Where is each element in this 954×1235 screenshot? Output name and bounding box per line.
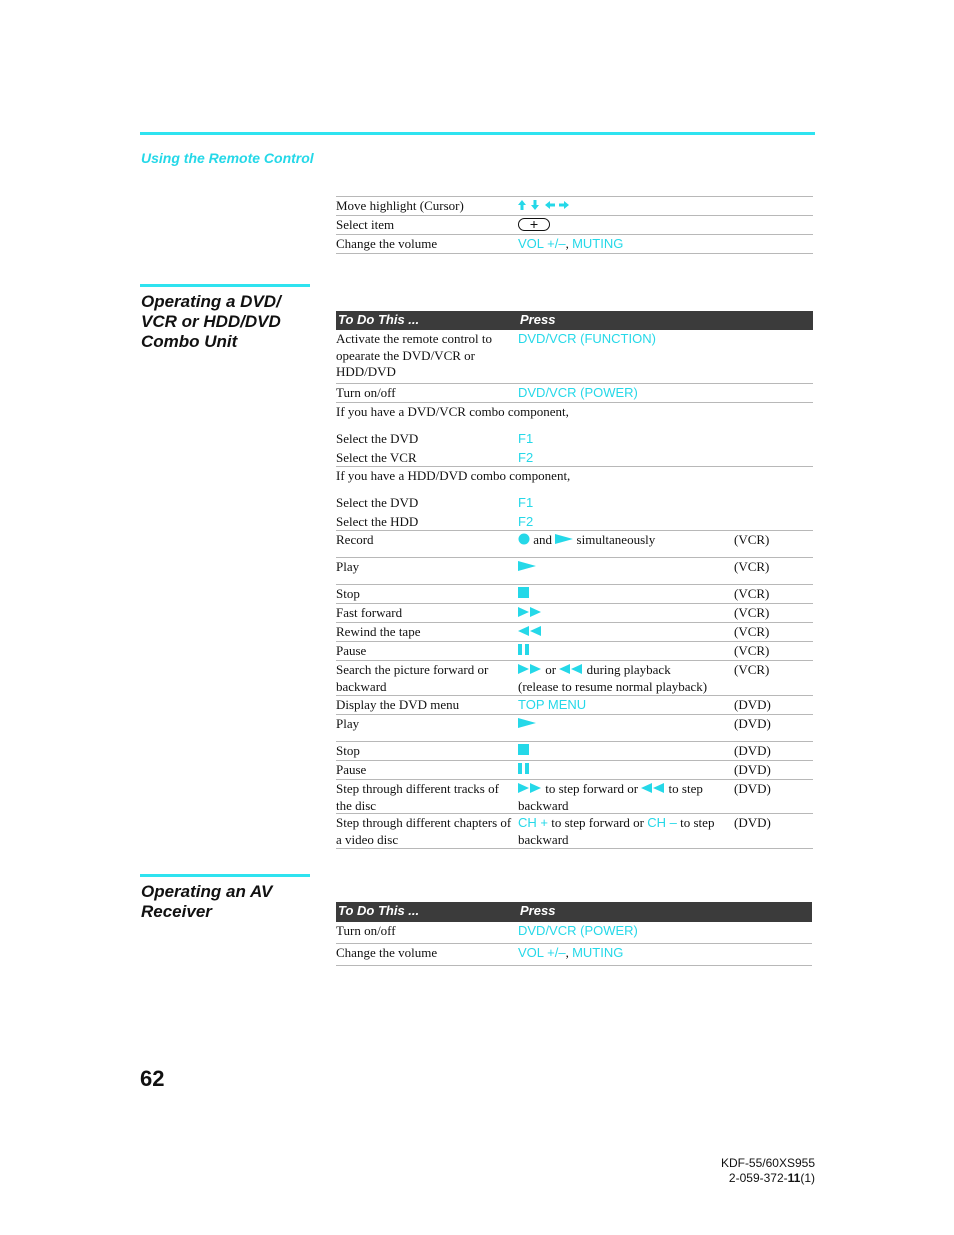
action-cell: Select the VCR xyxy=(336,450,417,465)
action-cell: Select the HDD xyxy=(336,514,419,529)
note-row xyxy=(336,403,813,430)
press-cell xyxy=(518,781,728,814)
fast-forward-icon xyxy=(518,607,542,617)
fast-forward-icon xyxy=(518,664,542,674)
table-row xyxy=(336,384,813,403)
release-note: (release to resume normal playback) xyxy=(518,678,708,694)
table-row xyxy=(336,585,813,604)
record-icon xyxy=(518,533,530,545)
action-cell: Activate the remote control to opearate the DVD/VCR or HDD/DVD xyxy=(336,331,492,379)
muting-label: MUTING xyxy=(572,945,624,960)
rewind-icon xyxy=(518,626,542,636)
action-cell: Turn on/off xyxy=(336,923,396,938)
ch-minus-label: CH – xyxy=(647,815,677,830)
mode-cell: (VCR) xyxy=(734,532,770,547)
part-code-revision: 11 xyxy=(787,1171,801,1185)
step-forward-text: to step forward or xyxy=(551,815,645,830)
press-cell xyxy=(518,586,730,603)
press-cell xyxy=(518,624,730,641)
press-cell xyxy=(518,815,730,848)
play-icon xyxy=(518,561,536,571)
action-cell: Stop xyxy=(336,743,360,758)
table-row xyxy=(336,430,813,449)
separator: , xyxy=(565,236,573,251)
press-cell xyxy=(518,643,730,660)
press-cell xyxy=(518,762,730,779)
table-row xyxy=(336,742,813,761)
step-backward-text: to step backward xyxy=(518,815,715,847)
cursor-arrows-icon xyxy=(518,199,570,211)
stop-icon xyxy=(518,744,529,755)
separator: , xyxy=(565,945,573,960)
table-row xyxy=(336,216,813,235)
or-text: or xyxy=(545,662,557,677)
action-cell: Turn on/off xyxy=(336,385,396,400)
select-button xyxy=(518,218,730,236)
and-text: and xyxy=(533,532,553,547)
rewind-icon xyxy=(641,783,665,793)
action-cell: Select item xyxy=(336,217,395,232)
table-header xyxy=(336,311,813,330)
table-row xyxy=(336,531,813,558)
press-cell xyxy=(518,559,730,576)
action-cell: Step through different chapters of a video disc xyxy=(336,815,512,847)
press-cell xyxy=(518,945,730,962)
table-row xyxy=(336,761,813,780)
section-title-dvd: Operating a DVD/ VCR or HDD/DVD Combo Unit xyxy=(141,292,281,351)
header-col-todo: To Do This ... xyxy=(338,903,420,918)
section-header: Using the Remote Control xyxy=(141,150,314,166)
part-code-suffix: (1) xyxy=(800,1171,815,1185)
section-rule xyxy=(140,284,310,287)
section-rule xyxy=(140,874,310,877)
table-row xyxy=(336,558,813,585)
action-cell: Select the DVD xyxy=(336,431,419,446)
mode-cell: (VCR) xyxy=(734,624,770,639)
action-cell: Pause xyxy=(336,643,367,658)
mode-cell: (DVD) xyxy=(734,716,771,731)
part-code xyxy=(721,1171,815,1186)
step-backward-text: to step backward xyxy=(518,781,703,813)
footer xyxy=(721,1156,815,1186)
vol-label: VOL +/– xyxy=(518,945,566,960)
press-cell xyxy=(518,716,730,733)
header-rule xyxy=(140,132,815,135)
press-cell xyxy=(518,605,730,622)
table-row xyxy=(336,330,813,384)
cursor-arrows xyxy=(518,199,730,216)
header-col-press: Press xyxy=(520,312,556,327)
mode-cell: (VCR) xyxy=(734,643,770,658)
table-row xyxy=(336,235,813,254)
action-cell: Display the DVD menu xyxy=(336,697,460,712)
action-cell: Stop xyxy=(336,586,360,601)
table-row xyxy=(336,922,812,944)
during-text: during playback xyxy=(586,662,671,677)
mode-cell: (DVD) xyxy=(734,697,771,712)
note-text: If you have a DVD/VCR combo component, xyxy=(336,404,569,419)
select-button-icon xyxy=(518,218,550,231)
model-number: KDF-55/60XS955 xyxy=(720,1156,815,1170)
muting-label: MUTING xyxy=(572,236,624,251)
page-number: 62 xyxy=(140,1066,165,1091)
table-row xyxy=(336,196,813,216)
stop-icon xyxy=(518,587,529,598)
action-cell: Pause xyxy=(336,762,367,777)
action-cell: Change the volume xyxy=(336,945,438,960)
mode-cell: (VCR) xyxy=(734,605,770,620)
dvd-table xyxy=(336,311,813,849)
action-cell: Rewind the tape xyxy=(336,624,421,639)
mode-cell: (VCR) xyxy=(734,662,770,677)
mode-cell: (VCR) xyxy=(734,586,770,601)
press-cell: F1 xyxy=(518,431,534,446)
press-cell xyxy=(518,532,730,549)
menu-table xyxy=(336,196,813,254)
av-table xyxy=(336,902,812,966)
note-row xyxy=(336,467,813,494)
mode-cell: (DVD) xyxy=(734,743,771,758)
press-cell: F2 xyxy=(518,514,534,529)
table-row xyxy=(336,780,813,814)
action-cell: Play xyxy=(336,559,360,574)
action-cell: Play xyxy=(336,716,360,731)
mode-cell: (VCR) xyxy=(734,559,770,574)
simul-text: simultaneously xyxy=(576,532,656,547)
press-cell: DVD/VCR (POWER) xyxy=(518,923,638,938)
part-code-prefix: 2-059-372- xyxy=(728,1171,788,1185)
table-row xyxy=(336,513,813,531)
press-cell xyxy=(518,743,730,760)
ch-plus-label: CH + xyxy=(518,815,548,830)
pause-icon xyxy=(518,644,529,655)
note-text: If you have a HDD/DVD combo component, xyxy=(336,468,571,483)
action-cell: Search the picture forward or backward xyxy=(336,662,489,694)
action-cell: Move highlight (Cursor) xyxy=(336,198,464,213)
table-row xyxy=(336,449,813,467)
action-cell: Change the volume xyxy=(336,236,438,251)
table-row xyxy=(336,604,813,623)
action-cell: Step through different tracks of the disc xyxy=(336,781,499,813)
pause-icon xyxy=(518,763,529,774)
table-row xyxy=(336,494,813,513)
table-row xyxy=(336,814,813,849)
step-forward-text: to step forward or xyxy=(545,781,639,796)
action-cell: Select the DVD xyxy=(336,495,419,510)
table-row xyxy=(336,944,812,966)
press-cell xyxy=(518,662,732,695)
action-cell: Fast forward xyxy=(336,605,403,620)
table-row xyxy=(336,642,813,661)
play-icon xyxy=(555,534,573,544)
table-row xyxy=(336,623,813,642)
table-row xyxy=(336,696,813,715)
header-col-press: Press xyxy=(520,903,556,918)
rewind-icon xyxy=(559,664,583,674)
fast-forward-icon xyxy=(518,783,542,793)
mode-cell: (DVD) xyxy=(734,762,771,777)
table-row xyxy=(336,661,813,696)
press-cell: TOP MENU xyxy=(518,697,587,712)
action-cell: Record xyxy=(336,532,374,547)
mode-cell: (DVD) xyxy=(734,781,771,796)
press-cell: F1 xyxy=(518,495,534,510)
play-icon xyxy=(518,718,536,728)
press-cell xyxy=(518,236,730,253)
press-cell: F2 xyxy=(518,450,534,465)
press-cell: DVD/VCR (POWER) xyxy=(518,385,638,400)
section-title-av: Operating an AV Receiver xyxy=(141,882,273,921)
table-header xyxy=(336,902,812,922)
header-col-todo: To Do This ... xyxy=(338,312,420,327)
mode-cell: (DVD) xyxy=(734,815,771,830)
press-cell: DVD/VCR (FUNCTION) xyxy=(518,331,656,346)
table-row xyxy=(336,715,813,742)
vol-label: VOL +/– xyxy=(518,236,566,251)
